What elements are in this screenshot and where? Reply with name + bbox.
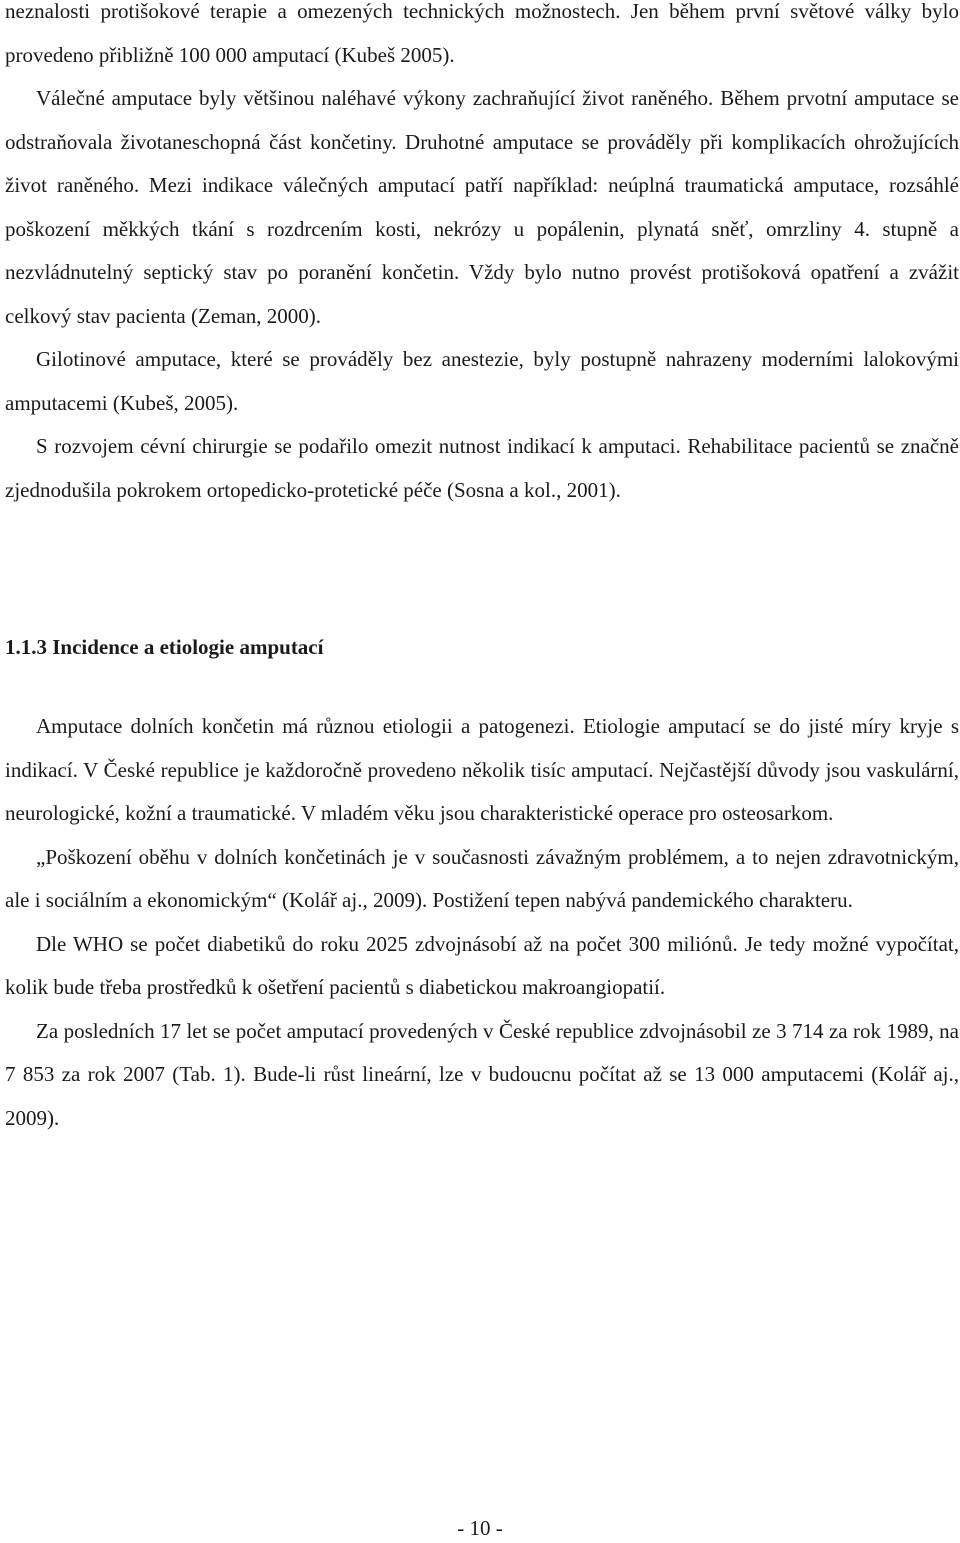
- text-block-bottom: [5, 705, 959, 1140]
- paragraph-continuation: neznalosti protišokové terapie a omezených technických možnostech. Jen během první světové války bylo provedeno přibližně 100 000 amputací (Kubeš 2005).: [5, 0, 959, 67]
- section-heading: 1.1.3 Incidence a etiologie amputací: [5, 635, 324, 659]
- paragraph-guillotine: Gilotinové amputace, které se prováděly bez anestezie, byly postupně nahrazeny moderními lalokovými amputacemi (Kubeš, 2005).: [5, 347, 959, 415]
- text-block-top: [5, 0, 959, 512]
- paragraph-statistics: Za posledních 17 let se počet amputací provedených v České republice zdvojnásobil ze 3 714 za rok 1989, na 7 853 za rok 2007 (Tab. 1). Bude-li růst lineární, lze v budoucnu počítat až se 13 000 amputacemi (Kolář aj., 2009).: [5, 1018, 959, 1130]
- paragraph-etiology: Amputace dolních končetin má různou etiologii a patogenezi. Etiologie amputací se do jisté míry kryje s indikací. V České republice je každoročně provedeno několik tisíc amputací. Nejčastější důvody jsou vaskulární, neurologické, kožní a traumatické. V mladém věku jsou charakteristické operace pro osteosarkom.: [5, 714, 959, 825]
- paragraph-who: Dle WHO se počet diabetiků do roku 2025 zdvojnásobí až na počet 300 miliónů. Je tedy možné vypočítat, kolik bude třeba prostředků k ošetření pacientů s diabetickou makroangiopatií.: [5, 931, 959, 999]
- paragraph-war-amputations: Válečné amputace byly většinou naléhavé výkony zachraňující život raněného. Během prvotní amputace se odstraňovala životaneschopná část končetiny. Druhotné amputace se prováděly při komplikacích ohrožujících život raněného. Mezi indikace válečných amputací patří například: neúplná traumatická amputace, rozsáhlé poškození měkkých tkání s rozdrcením kosti, nekrózy u popálenin, plynatá sněť, omrzliny 4. stupně a nezvládnutelný septický stav po poranění končetin. Vždy bylo nutno provést protišoková opatření a zvážit celkový stav pacienta (Zeman, 2000).: [5, 86, 959, 328]
- paragraph-circulation: „Poškození oběhu v dolních končetinách je v současnosti závažným problémem, a to nejen zdravotnickým, ale i sociálním a ekonomickým“ (Kolář aj., 2009). Postižení tepen nabývá pandemického charakteru.: [5, 844, 959, 912]
- page-number: - 10 -: [457, 1516, 503, 1540]
- paragraph-vascular-surgery: S rozvojem cévní chirurgie se podařilo omezit nutnost indikací k amputaci. Rehabilitace pacientů se značně zjednodušila pokrokem ortopedicko-protetické péče (Sosna a kol., 2001).: [5, 434, 959, 502]
